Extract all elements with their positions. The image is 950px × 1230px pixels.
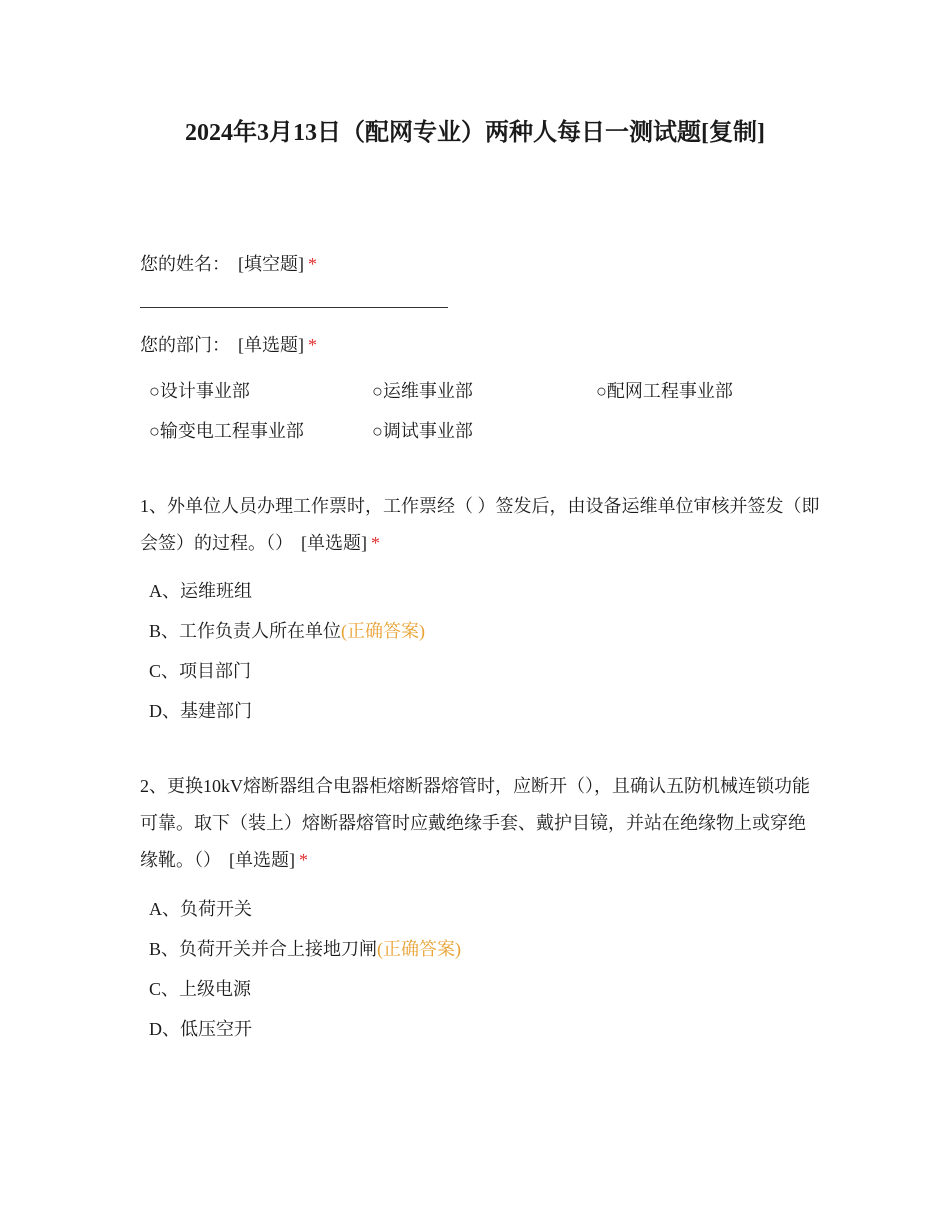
option-label: B、负荷开关并合上接地刀闸 xyxy=(149,939,378,959)
option-label: B、工作负责人所在单位 xyxy=(149,621,342,641)
radio-option[interactable]: ○设计事业部 xyxy=(149,381,250,401)
option-label: D、低压空开 xyxy=(149,1019,252,1039)
question-label: 您的姓名： xyxy=(140,254,230,274)
question-2 xyxy=(140,768,820,879)
answer-option[interactable] xyxy=(149,897,252,921)
question-department xyxy=(140,333,317,357)
question-label: 您的部门： xyxy=(140,335,230,355)
radio-option[interactable]: ○配网工程事业部 xyxy=(596,381,733,401)
answer-option[interactable] xyxy=(149,619,425,643)
question-type-tag: [填空题] xyxy=(238,254,304,274)
option-label: C、上级电源 xyxy=(149,979,252,999)
question-type-tag: [单选题] xyxy=(301,533,367,553)
question-text: 1、外单位人员办理工作票时，工作票经（ ）签发后，由设备运维单位审核并签发（即会签）的过程。（） xyxy=(140,496,820,553)
question-1 xyxy=(140,488,820,562)
answer-option[interactable] xyxy=(149,1017,252,1041)
question-name xyxy=(140,252,317,276)
option-label: A、运维班组 xyxy=(149,581,252,601)
option-label: C、项目部门 xyxy=(149,661,252,681)
required-mark: * xyxy=(371,533,380,553)
answer-option[interactable] xyxy=(149,699,252,723)
answer-option[interactable] xyxy=(149,659,251,683)
name-answer-field[interactable] xyxy=(140,307,448,308)
radio-option[interactable]: ○运维事业部 xyxy=(372,381,473,401)
question-type-tag: [单选题] xyxy=(229,850,295,870)
answer-option[interactable] xyxy=(149,579,252,603)
option-label: A、负荷开关 xyxy=(149,899,252,919)
required-mark: * xyxy=(308,335,317,355)
answer-option[interactable] xyxy=(149,977,251,1001)
radio-option[interactable]: ○调试事业部 xyxy=(372,421,473,441)
option-label: D、基建部门 xyxy=(149,701,252,721)
radio-option[interactable]: ○输变电工程事业部 xyxy=(149,421,304,441)
question-text: 2、更换10kV熔断器组合电器柜熔断器熔管时，应断开（），且确认五防机械连锁功能可靠。取下（装上）熔断器熔管时应戴绝缘手套、戴护目镜，并站在绝缘物上或穿绝缘靴。（） xyxy=(140,776,810,870)
correct-answer-note: (正确答案) xyxy=(341,621,426,641)
correct-answer-note: (正确答案) xyxy=(377,939,462,959)
question-type-tag: [单选题] xyxy=(238,335,304,355)
page-title: 2024年3月13日（配网专业）两种人每日一测试题[复制] xyxy=(185,120,765,146)
required-mark: * xyxy=(308,254,317,274)
required-mark: * xyxy=(299,850,308,870)
answer-option[interactable] xyxy=(149,937,461,961)
